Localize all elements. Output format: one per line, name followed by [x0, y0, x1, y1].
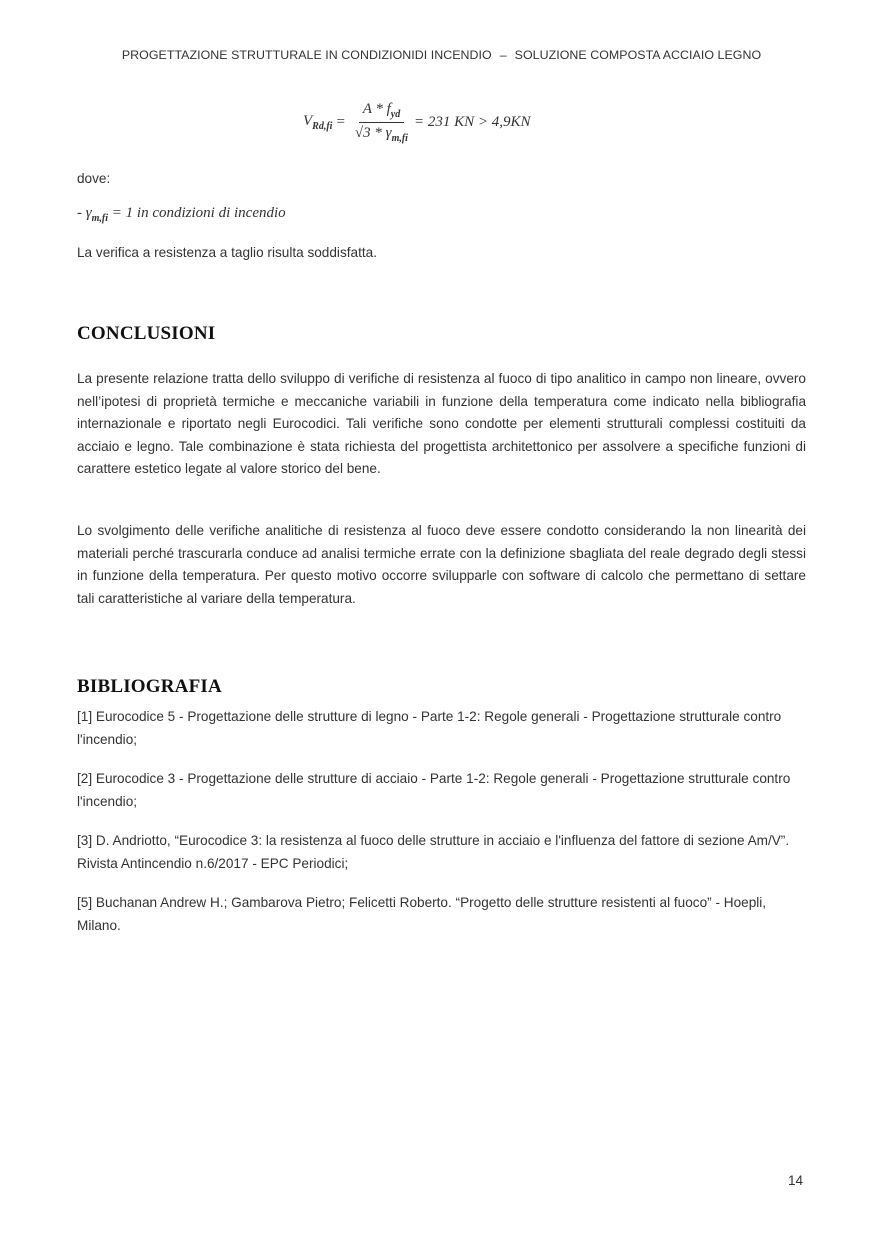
formula-fraction	[355, 101, 408, 144]
gamma-definition: - $\gamma_{m,fi} = 1$ in condizioni di incendio	[77, 205, 286, 224]
formula-equals: =	[336, 113, 345, 130]
formula-numerator: A * $f_{yd}$	[359, 101, 405, 123]
header-title-left: PROGETTAZIONE STRUTTURALE IN CONDIZIONIDI INCENDIO	[121, 48, 492, 62]
formula-lhs: $V_{Rd,fi}$	[303, 112, 333, 132]
bibliography-heading: BIBLIOGRAFIA	[77, 676, 222, 697]
shear-resistance-formula	[303, 97, 530, 147]
header-title-right: SOLUZIONE COMPOSTA ACCIAIO LEGNO	[514, 48, 762, 62]
header-separator: –	[499, 48, 507, 62]
running-header	[0, 48, 883, 62]
formula-denominator: $√3 * \gamma_{m,fi}$	[354, 124, 408, 144]
shear-check-result: La verifica a resistenza a taglio risulta soddisfatta.	[77, 245, 377, 260]
formula-result: = 231 KN > 4,9KN	[413, 113, 531, 130]
page-number: 14	[788, 1173, 804, 1188]
bibliography-entry: [5] Buchanan Andrew H.; Gambarova Pietro; Felicetti Roberto. “Progetto delle strutture resistenti al fuoco” - Hoepli, Milano.	[77, 895, 767, 933]
bibliography-entry: [3] D. Andriotto, “Eurocodice 3: la resistenza al fuoco delle strutture in acciaio e l'influenza del fattore di sezione Am/V”. Rivista Antincendio n.6/2017 - EPC Periodici;	[77, 833, 790, 871]
conclusions-paragraph: Lo svolgimento delle verifiche analitiche di resistenza al fuoco deve essere condotto considerando la non linearità dei materiali perché trascurarla conduce ad analisi termiche errate con la definizione sbagliata del reale degrado degli stessi in funzione della temperatura. Per questo motivo occorre svilupparle con software di calcolo che permettano di settare tali caratteristiche al variare della temperatura.	[77, 523, 806, 606]
where-label: dove:	[77, 171, 111, 186]
conclusions-paragraph: La presente relazione tratta dello sviluppo di verifiche di resistenza al fuoco di tipo analitico in campo non lineare, ovvero nell’ipotesi di proprietà termiche e meccaniche variabili in funzione della temperatura come indicato nella bibliografia internazionale e riportato negli Eurocodici. Tali verifiche sono condotte per elementi strutturali complessi costituiti da acciaio e legno. Tale combinazione è stata richiesta del progettista architettonico per assolvere a specifiche funzioni di carattere estetico legate al valore storico del bene.	[77, 371, 806, 477]
bibliography-entry: [2] Eurocodice 3 - Progettazione delle strutture di acciaio - Parte 1-2: Regole generali - Progettazione strutturale contro l'incendio;	[77, 771, 791, 809]
bibliography-entry: [1] Eurocodice 5 - Progettazione delle strutture di legno - Parte 1-2: Regole generali - Progettazione strutturale contro l'incendio;	[77, 709, 782, 747]
conclusions-heading: CONCLUSIONI	[77, 323, 216, 344]
